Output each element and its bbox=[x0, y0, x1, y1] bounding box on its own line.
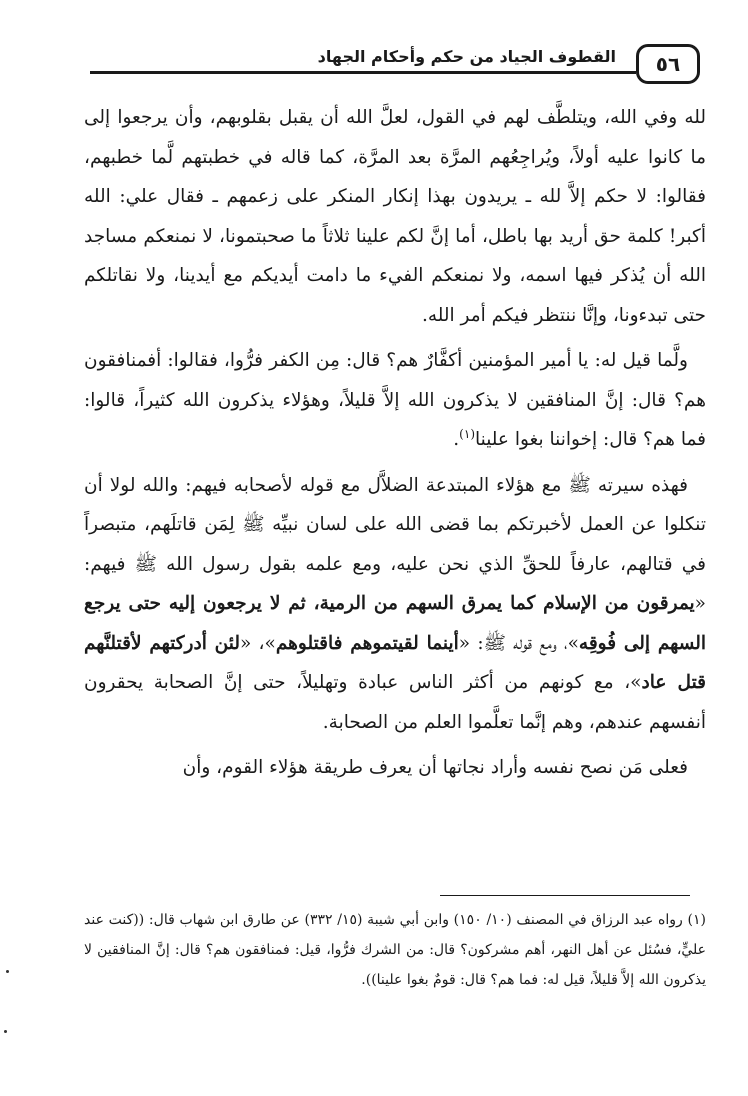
page-number: ٥٦ bbox=[636, 44, 700, 84]
hadith-quote: لئن أدركتهم لأقتلنَّهم قتل عاد bbox=[84, 632, 706, 693]
paragraph-text: لله وفي الله، ويتلطَّف لهم في القول، لعلَّ الله أن يقبل بقلوبهم، وأن يرجعوا إلى ما كانوا عليه أولاً، ويُراجِعُهم المرَّة بعد المرَّة، كما قاله في خطبتهم لَّما خطبهم، فقالوا: لا حكم إلاَّ لله ـ يريدون بهذا إنكار المنكر على زعمهم ـ فقال علي: الله أكبر! كلمة حق أريد بها باطل، أما إنَّ لكم علينا ثلاثاً ما صحبتمونا، لا نمنعكم مساجد الله أن يُذكر فيها اسمه، ولا نمنعكم الفيء ما دامت أيديكم مع أيدينا، ولا نقاتلكم حتى تبدءونا، وإنَّا ننتظر فيكم أمر الله. bbox=[84, 107, 706, 326]
paragraph-text: فعلى مَن نصح نفسه وأراد نجاتها أن يعرف طريقة هؤلاء القوم، وأن bbox=[182, 757, 688, 778]
running-header bbox=[90, 44, 700, 90]
paragraph-text: »، مع كونهم من أكثر الناس عبادة وتهليلاً، حتى إنَّ الصحابة يحقرون أنفسهم عندهم، وهم إنَّما تعلَّموا العلم من الصحابة. bbox=[84, 672, 706, 733]
footnotes bbox=[84, 905, 706, 995]
paragraph-text: فهذه سيرته ﷺ مع هؤلاء المبتدعة الضلاَّل مع قوله لأصحابه فيهم: والله لولا أن تنكلوا عن العمل لأخبرتكم بما قضى الله على لسان نبيِّه ﷺ لِمَن قاتلَهم، متبصراً في قتالهم، عارفاً للحقِّ الذي نحن عليه، ومع علمه بقول رسول الله ﷺ فيهم: « bbox=[84, 474, 706, 614]
paragraph-text: »، ومع قوله ﷺ: « bbox=[458, 632, 579, 654]
paragraph bbox=[84, 466, 706, 743]
paragraph-text: ولَّما قيل له: يا أمير المؤمنين أكفَّارٌ هم؟ قال: مِن الكفر فرُّوا، فقالوا: أفمنافقون هم؟ قال: إنَّ المنافقين لا يذكرون الله إلاَّ قليلاً، وهؤلاء يذكرون الله كثيراً، قالوا: فما هم؟ قال: إخواننا بغوا علينا bbox=[84, 350, 706, 450]
header-rule bbox=[90, 71, 636, 74]
hadith-quote: أينما لقيتموهم فاقتلوهم bbox=[275, 632, 459, 654]
footnote-separator bbox=[440, 895, 690, 896]
hadith-quote: يمرقون من الإسلام كما يمرق السهم من الرمية، ثم لا يرجعون إليه حتى يرجع السهم إلى فُوقِه bbox=[84, 593, 706, 654]
scan-speck bbox=[6, 970, 9, 973]
paragraph: ولَّما قيل له: يا أمير المؤمنين أكفَّارٌ هم؟ قال: مِن الكفر فرُّوا، فقالوا: أفمنافقون هم؟ قال: إنَّ المنافقين لا يذكرون الله إلاَّ قليلاً، وهؤلاء يذكرون الله كثيراً، قالوا: فما هم؟ قال: إخواننا بغوا علينا$^{(١)}$. bbox=[84, 350, 706, 450]
footnote-reference: (١) bbox=[459, 426, 475, 441]
main-text bbox=[84, 98, 706, 794]
paragraph bbox=[84, 98, 706, 335]
paragraph-text: »، « bbox=[239, 632, 276, 654]
running-title: القطوف الجياد من حكم وأحكام الجهاد bbox=[312, 44, 622, 70]
scan-speck bbox=[4, 1030, 7, 1033]
footnote: (١) رواه عبد الرزاق في المصنف (١٠/ ١٥٠) وابن أبي شيبة (١٥/ ٣٣٢) عن طارق ابن شهاب قال: ((كنت عند عليٍّ، فسُئل عن أهل النهر، أهم مشركون؟ قال: من الشرك فرُّوا، قيل: فمنافقون هم؟ قال: إنَّ المنافقين لا يذكرون الله إلاَّ قليلاً، قيل له: فما هم؟ قال: قومٌ بغوا علينا)). bbox=[84, 912, 706, 988]
paragraph bbox=[84, 748, 706, 788]
